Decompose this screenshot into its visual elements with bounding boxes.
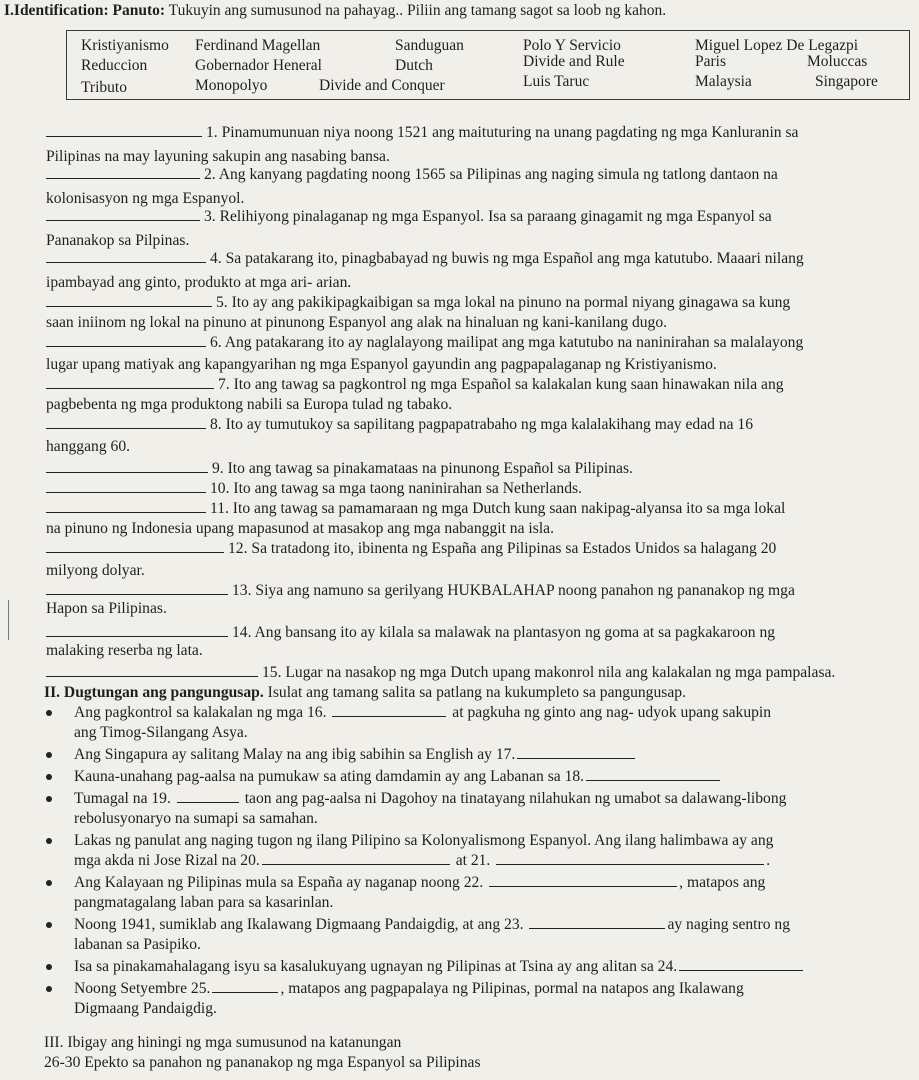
item-text: Ang pagkontrol sa kalakalan ng mga 16. bbox=[74, 704, 327, 721]
identification-item-15 bbox=[46, 664, 912, 683]
item-text: mga akda ni Jose Rizal na 20. bbox=[74, 852, 260, 869]
item-continuation: pangmatagalang laban para sa kasarinlan. bbox=[74, 894, 334, 911]
word-bank-item: Polo Y Servicio bbox=[523, 37, 621, 54]
item-continuation: Pilipinas na may layuning sakupin ang nasabing bansa. bbox=[46, 148, 390, 165]
answer-blank[interactable] bbox=[262, 863, 450, 865]
answer-blank[interactable] bbox=[212, 991, 278, 993]
identification-item-11 bbox=[46, 500, 912, 519]
item-continuation: labanan sa Pasipiko. bbox=[74, 936, 201, 953]
section2-title-bold: II. Dugtungan ang pangungusap. bbox=[44, 684, 264, 701]
answer-blank[interactable] bbox=[46, 177, 200, 179]
item-continuation: saan iniinom ng lokal na pinuno at pinunong Espanyol ang alak na hinaluan ng kani-kanilang dugo. bbox=[46, 314, 668, 331]
word-bank-item: Malaysia bbox=[695, 73, 752, 90]
item-text: Lakas ng panulat ang naging tugon ng ilang Pilipino sa Kolonyalismong Espanyol. Ang ilang halimbawa ay ang bbox=[74, 832, 774, 849]
answer-blank[interactable] bbox=[496, 863, 764, 865]
bullet-icon bbox=[46, 880, 52, 886]
item-text: 12. Sa tratadong ito, ibinenta ng España ang Pilipinas sa Estados Unidos sa halagang 20 bbox=[228, 540, 777, 557]
item-continuation: rebolusyonaryo na sumapi sa samahan. bbox=[74, 810, 318, 827]
identification-item-3 bbox=[46, 208, 912, 227]
answer-blank[interactable] bbox=[46, 261, 206, 263]
identification-item-1 bbox=[46, 124, 912, 143]
item-continuation: milyong dolyar. bbox=[46, 562, 145, 579]
word-bank-item: Miguel Lopez De Legazpi bbox=[695, 37, 859, 54]
word-bank-item: Moluccas bbox=[807, 53, 868, 70]
item-text: Kauna-unahang pag-aalsa na pumukaw sa ating damdamin ay ang Labanan sa 18. bbox=[74, 768, 585, 785]
margin-mark bbox=[8, 600, 9, 640]
item-text: at pagkuha ng ginto ang nag- udyok upang sakupin bbox=[452, 704, 772, 721]
word-bank-item: Divide and Rule bbox=[523, 53, 625, 70]
answer-blank[interactable] bbox=[46, 511, 206, 513]
item-continuation: pagbebenta ng mga produktong nabili sa Europa tulad ng tabako. bbox=[46, 396, 453, 413]
item-continuation: lugar upang matiyak ang kapangyarihan ng mga Espanyol gayundin ang pagpapalaganap ng Kristiyanismo. bbox=[46, 356, 717, 373]
word-bank-item: Reduccion bbox=[81, 57, 148, 74]
answer-blank[interactable] bbox=[46, 427, 206, 429]
word-bank-box bbox=[66, 30, 910, 100]
item-text: Noong 1941, sumiklab ang Ikalawang Digmaang Pandaigdig, at ang 23. bbox=[74, 916, 524, 933]
item-text: Ang Kalayaan ng Pilipinas mula sa España ay naganap noong 22. bbox=[74, 874, 484, 891]
item-text: 14. Ang bansang ito ay kilala sa malawak na plantasyon ng goma at sa pagkakaroon ng bbox=[232, 624, 776, 641]
word-bank-item: Tributo bbox=[81, 79, 127, 96]
word-bank-item: Divide and Conquer bbox=[319, 77, 445, 94]
answer-blank[interactable] bbox=[46, 219, 200, 221]
item-continuation: Digmaang Pandaigdig. bbox=[74, 1000, 217, 1017]
item-text: ay naging sentro ng bbox=[667, 916, 790, 933]
item-text: 15. Lugar na nasakop ng mga Dutch upang makonrol nila ang kalakalan ng mga pampalasa. bbox=[262, 664, 836, 681]
identification-item-13 bbox=[46, 582, 912, 601]
answer-blank[interactable] bbox=[586, 779, 720, 781]
answer-blank[interactable] bbox=[529, 927, 665, 929]
bullet-icon bbox=[46, 922, 52, 928]
item-continuation: Pananakop sa Pilpinas. bbox=[46, 232, 190, 249]
answer-blank[interactable] bbox=[332, 715, 446, 717]
item-text: Tumagal na 19. bbox=[74, 790, 171, 807]
section1-title-rest: Tukuyin ang sumusunod na pahayag.. Piliin ang tamang sagot sa loob ng kahon. bbox=[165, 2, 667, 19]
item-continuation: hanggang 60. bbox=[46, 438, 131, 455]
bullet-icon bbox=[46, 774, 52, 780]
item-text: 11. Ito ang tawag sa pamamaraan ng mga Dutch kung saan nakipag-alyansa ito sa mga lokal bbox=[210, 500, 786, 517]
item-text: at 21. bbox=[455, 852, 491, 869]
item-text: 8. Ito ay tumutukoy sa sapilitang pagpapatrabaho ng mga kalalakihang may edad na 16 bbox=[210, 416, 754, 433]
item-text: 4. Sa patakarang ito, pinagbabayad ng buwis ng mga Español ang mga katutubo. Maaari nilang bbox=[210, 250, 804, 267]
answer-blank[interactable] bbox=[46, 593, 228, 595]
answer-blank[interactable] bbox=[517, 757, 635, 759]
item-text: 3. Relihiyong pinalaganap ng mga Espanyol. Isa sa paraang ginagamit ng mga Espanyol sa bbox=[204, 208, 772, 225]
item-text: 10. Ito ang tawag sa mga taong naninirahan sa Netherlands. bbox=[210, 480, 582, 497]
answer-blank[interactable] bbox=[46, 551, 224, 553]
item-text: 5. Ito ay ang pakikipagkaibigan sa mga lokal na pinuno na pormal niyang ginagawa sa kung bbox=[216, 294, 791, 311]
section2-title-rest: Isulat ang tamang salita sa patlang na kukumpleto sa pangungusap. bbox=[263, 684, 686, 701]
answer-blank[interactable] bbox=[489, 885, 677, 887]
identification-item-10 bbox=[46, 480, 912, 499]
item-continuation: kolonisasyon ng mga Espanyol. bbox=[46, 190, 245, 207]
item-text: Ang Singapura ay salitang Malay na ang ibig sabihin sa English ay 17. bbox=[74, 746, 516, 763]
identification-item-8 bbox=[46, 416, 912, 435]
completion-item-21 bbox=[74, 852, 770, 871]
word-bank-item: Dutch bbox=[395, 57, 433, 74]
item-text: Isa sa pinakamahalagang isyu sa kasalukuyang ugnayan ng Pilipinas at Tsina ay ang alitan sa 24. bbox=[74, 958, 678, 975]
bullet-icon bbox=[46, 964, 52, 970]
answer-blank[interactable] bbox=[46, 471, 208, 473]
item-continuation: na pinuno ng Indonesia upang mapasunod at masakop ang mga nabanggit na isla. bbox=[46, 520, 554, 537]
answer-blank[interactable] bbox=[46, 135, 202, 137]
answer-blank[interactable] bbox=[679, 969, 803, 971]
word-bank-item: Kristiyanismo bbox=[81, 37, 169, 54]
item-text: 2. Ang kanyang pagdating noong 1565 sa Pilipinas ang naging simula ng tatlong dantaon na bbox=[204, 166, 778, 183]
section1-title-bold: I.Identification: Panuto: bbox=[4, 2, 166, 19]
answer-blank[interactable] bbox=[46, 305, 212, 307]
item-text: 6. Ang patakarang ito ay naglalayong mailipat ang mga katutubo na naninirahan sa malalayong bbox=[210, 334, 804, 351]
item-continuation: ipambayad ang ginto, produkto at mga ari- arian. bbox=[46, 274, 352, 291]
word-bank-item: Paris bbox=[695, 53, 726, 70]
word-bank-item: Ferdinand Magellan bbox=[195, 37, 321, 54]
item-text: , matapos ang pagpapalaya ng Pilipinas, pormal na natapos ang Ikalawang bbox=[280, 980, 744, 997]
item-text: taon ang pag-aalsa ni Dagohoy na tinatayang nilahukan ng umabot sa dalawang-libong bbox=[244, 790, 787, 807]
item-text: 9. Ito ang tawag sa pinakamataas na pinunong Español sa Pilipinas. bbox=[212, 460, 633, 477]
answer-blank[interactable] bbox=[46, 675, 258, 677]
identification-item-9 bbox=[46, 460, 912, 479]
section1-title bbox=[4, 2, 904, 21]
section3-question: 26-30 Epekto sa panahon ng pananakop ng mga Espanyol sa Pilipinas bbox=[44, 1054, 481, 1071]
item-text: Noong Setyembre 25. bbox=[74, 980, 211, 997]
word-bank-item: Sanduguan bbox=[395, 37, 464, 54]
identification-item-2 bbox=[46, 166, 912, 185]
bullet-icon bbox=[46, 986, 52, 992]
identification-item-7 bbox=[46, 376, 912, 395]
section2-title bbox=[44, 684, 686, 703]
item-continuation: Hapon sa Pilipinas. bbox=[46, 600, 167, 617]
section3-title: III. Ibigay ang hiningi ng mga sumusunod na katanungan bbox=[44, 1034, 402, 1051]
answer-blank[interactable] bbox=[46, 387, 214, 389]
identification-item-14 bbox=[46, 624, 912, 643]
bullet-icon bbox=[46, 838, 52, 844]
word-bank-item: Gobernador Heneral bbox=[195, 57, 322, 74]
item-continuation: malaking reserba ng lata. bbox=[46, 642, 203, 659]
item-text: 7. Ito ang tawag sa pagkontrol ng mga Español sa kalakalan kung saan hinawakan nila ang bbox=[218, 376, 784, 393]
identification-item-4 bbox=[46, 250, 912, 269]
bullet-icon bbox=[46, 796, 52, 802]
answer-blank[interactable] bbox=[46, 491, 206, 493]
identification-item-5 bbox=[46, 294, 912, 313]
item-text: 13. Siya ang namuno sa gerilyang HUKBALAHAP noong panahon ng pananakop ng mga bbox=[232, 582, 795, 599]
bullet-icon bbox=[46, 752, 52, 758]
word-bank-item: Luis Taruc bbox=[523, 73, 590, 90]
word-bank-item: Singapore bbox=[815, 73, 878, 90]
answer-blank[interactable] bbox=[177, 801, 239, 803]
answer-blank[interactable] bbox=[46, 345, 206, 347]
item-text: . bbox=[766, 852, 771, 869]
identification-item-12 bbox=[46, 540, 912, 559]
word-bank-item: Monopolyo bbox=[195, 77, 268, 94]
item-text: 1. Pinamumunuan niya noong 1521 ang maituturing na unang pagdating ng mga Kanluranin sa bbox=[206, 124, 799, 141]
answer-blank[interactable] bbox=[46, 635, 228, 637]
item-continuation: ang Timog-Silangang Asya. bbox=[74, 724, 248, 741]
bullet-icon bbox=[46, 710, 52, 716]
identification-item-6 bbox=[46, 334, 912, 353]
item-text: , matapos ang bbox=[679, 874, 766, 891]
